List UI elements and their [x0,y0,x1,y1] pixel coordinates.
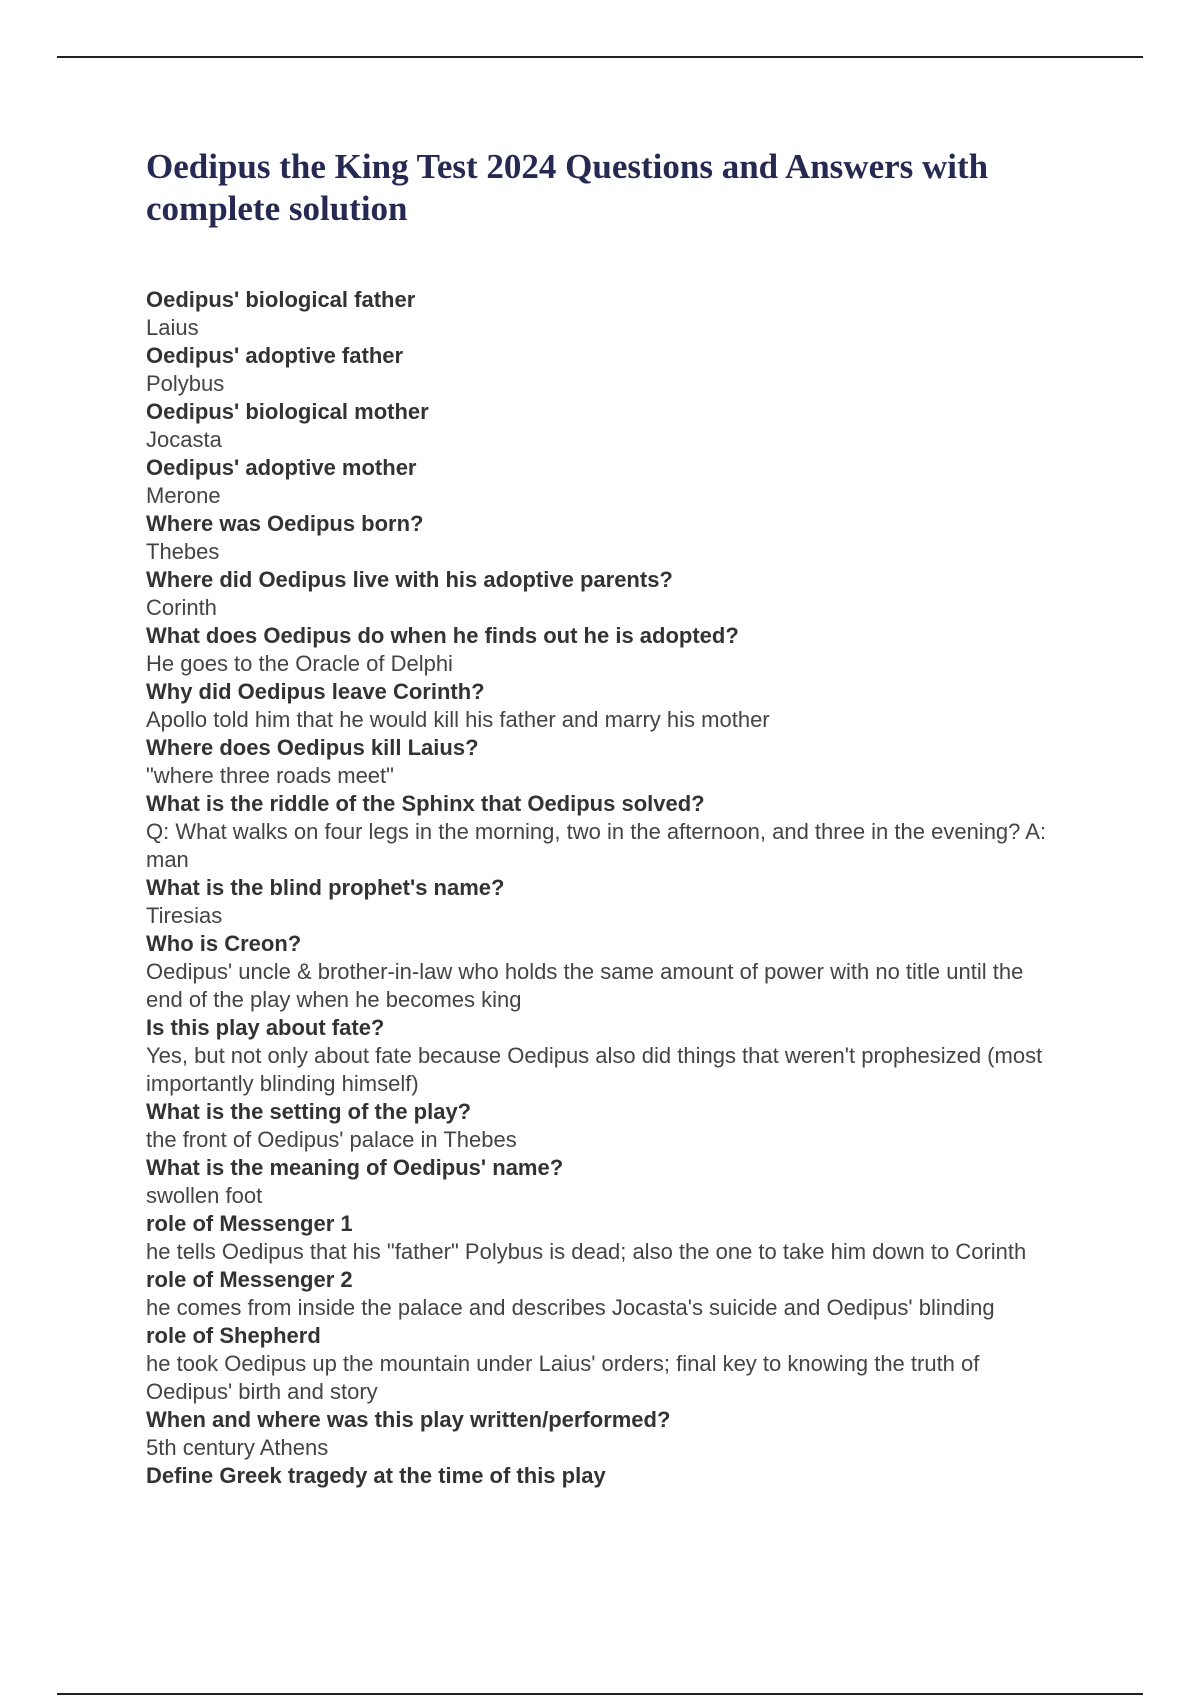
question-3: Oedipus' biological mother [146,399,429,424]
question-5: Where was Oedipus born? [146,511,424,536]
answer-11: Tiresias [146,903,223,928]
answer-6: Corinth [146,595,217,620]
question-4: Oedipus' adoptive mother [146,455,417,480]
question-19: When and where was this play written/performed? [146,1407,671,1432]
top-rule [57,56,1143,58]
answer-16: he tells Oedipus that his "father" Polybus is dead; also the one to take him down to Corinth [146,1239,1027,1264]
answer-10: Q: What walks on four legs in the morning, two in the afternoon, and three in the evening? A: man [146,819,1047,872]
qa-list [146,286,1066,1490]
question-15: What is the meaning of Oedipus' name? [146,1155,564,1180]
question-10: What is the riddle of the Sphinx that Oedipus solved? [146,791,705,816]
question-13: Is this play about fate? [146,1015,385,1040]
question-1: Oedipus' biological father [146,287,416,312]
answer-17: he comes from inside the palace and describes Jocasta's suicide and Oedipus' blinding [146,1295,995,1320]
question-20: Define Greek tragedy at the time of this play [146,1463,606,1488]
question-2: Oedipus' adoptive father [146,343,404,368]
answer-8: Apollo told him that he would kill his father and marry his mother [146,707,770,732]
answer-1: Laius [146,315,199,340]
question-12: Who is Creon? [146,931,302,956]
question-8: Why did Oedipus leave Corinth? [146,679,485,704]
document-body [146,146,1066,1490]
bottom-rule [57,1693,1143,1695]
answer-2: Polybus [146,371,225,396]
answer-13: Yes, but not only about fate because Oedipus also did things that weren't prophesized (most importantly blinding himself) [146,1043,1043,1096]
answer-15: swollen foot [146,1183,263,1208]
question-16: role of Messenger 1 [146,1211,353,1236]
answer-9: "where three roads meet" [146,763,394,788]
answer-19: 5th century Athens [146,1435,329,1460]
question-9: Where does Oedipus kill Laius? [146,735,479,760]
question-11: What is the blind prophet's name? [146,875,505,900]
answer-12: Oedipus' uncle & brother-in-law who holds the same amount of power with no title until the end of the play when he becomes king [146,959,1024,1012]
answer-4: Merone [146,483,221,508]
answer-7: He goes to the Oracle of Delphi [146,651,453,676]
question-18: role of Shepherd [146,1323,321,1348]
question-17: role of Messenger 2 [146,1267,353,1292]
answer-5: Thebes [146,539,220,564]
answer-14: the front of Oedipus' palace in Thebes [146,1127,517,1152]
answer-18: he took Oedipus up the mountain under Laius' orders; final key to knowing the truth of Oedipus' birth and story [146,1351,980,1404]
question-7: What does Oedipus do when he finds out he is adopted? [146,623,739,648]
question-6: Where did Oedipus live with his adoptive parents? [146,567,673,592]
document-title: Oedipus the King Test 2024 Questions and Answers with complete solution [146,147,989,228]
question-14: What is the setting of the play? [146,1099,472,1124]
answer-3: Jocasta [146,427,222,452]
